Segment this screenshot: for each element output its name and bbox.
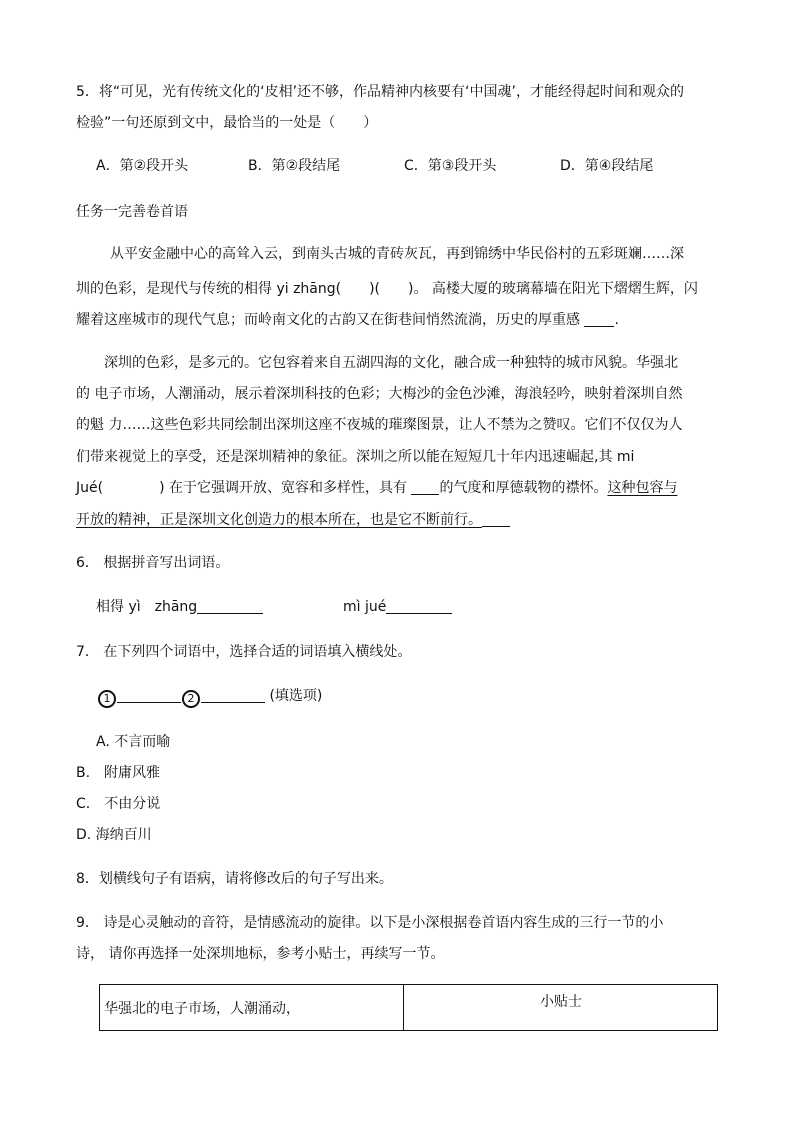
q8-stem: 8．划横线句子有语病，请将修改后的句子写出来。 [76, 871, 393, 887]
q5-option-a-num: ② [133, 158, 147, 174]
passage2-line4: 们带来视觉上的享受，还是深圳精神的象征。深圳之所以能在短短几十年内迅速崛起,其 mi [76, 449, 635, 465]
q7-blanks [97, 686, 322, 708]
q7-option-d[interactable]: D. 海纳百川 [76, 827, 152, 843]
q5-option-c-rest: 段开头 [454, 158, 497, 174]
q7-hint: (填选项) [269, 688, 323, 704]
q6-answer-b[interactable] [386, 599, 452, 614]
passage2-underline-tail [482, 512, 510, 527]
q7-blank-1-marker: 1 [98, 690, 116, 708]
q9-table-tips-header: 小贴士 [540, 994, 582, 1010]
q5-option-c[interactable] [404, 156, 496, 176]
q5-option-d-rest: 段结尾 [611, 158, 654, 174]
passage2-line5-mid: ) 在于它强调开放、宽容和多样性，具有 [159, 480, 407, 496]
passage1-period: . [614, 312, 619, 328]
q9-stem-line2: 诗， 请你再选择一处深圳地标，参考小贴士，再续写一节。 [76, 946, 445, 962]
passage1-line3-text: 耀着这座城市的现代气息；而岭南文化的古韵又在街巷间悄然流淌，历史的厚重感 [76, 312, 580, 328]
q7-stem: 7． 在下列四个词语中，选择合适的词语填入横线处。 [76, 644, 412, 660]
passage1-line3 [76, 310, 619, 330]
q6-stem: 6． 根据拼音写出词语。 [76, 555, 230, 571]
q5-option-a-rest: 段开头 [146, 158, 189, 174]
passage2-line5-pinyin: Jué( [76, 480, 104, 496]
passage2-line3: 的魁 力……这些色彩共同绘制出深圳这座不夜城的璀璨图景，让人不禁为之赞叹。它们不仅仅为人 [76, 417, 683, 433]
q5-option-a-prefix: A．第 [96, 158, 134, 174]
q6-answer-a[interactable] [197, 599, 263, 614]
q6-item-a-label: 相得 yì zhāng [96, 599, 198, 615]
passage2-line5 [76, 478, 677, 498]
q5-option-b-rest: 段结尾 [298, 158, 341, 174]
passage2-line5-tail: 的气度和厚德载物的襟怀。 [439, 480, 608, 496]
q5-option-b-num: ② [285, 158, 299, 174]
q9-table-divider [403, 985, 404, 1030]
q5-option-b[interactable] [248, 156, 340, 176]
q5-option-c-num: ③ [441, 158, 455, 174]
q7-option-a[interactable]: A. 不言而喻 [96, 734, 171, 750]
q6-item-b-label: mì jué [343, 599, 387, 615]
q7-blank-1[interactable] [117, 688, 181, 703]
passage2-blank-2[interactable] [411, 480, 439, 495]
passage2-line6 [76, 510, 510, 530]
q7-option-b[interactable]: B. 附庸风雅 [76, 765, 161, 781]
q5-option-c-prefix: C．第 [404, 158, 442, 174]
q7-option-c[interactable]: C. 不由分说 [76, 796, 161, 812]
passage2-line1: 深圳的色彩，是多元的。它包容着来自五湖四海的文化，融合成一种独特的城市风貌。华强北 [104, 355, 678, 371]
q5-option-d-prefix: D．第 [560, 158, 599, 174]
q5-option-d-num: ④ [598, 158, 612, 174]
q6-item-b [343, 597, 452, 617]
q9-stem-line1: 9． 诗是心灵触动的音符，是情感流动的旋律。以下是小深根据卷首语内容生成的三行一节的小 [76, 915, 664, 931]
q7-blank-2[interactable] [201, 688, 265, 703]
q6-item-a [96, 597, 263, 617]
q5-stem-line1: 5．将“可见，光有传统文化的‘皮相’还不够，作品精神内核要有‘中国魂’，才能经得起时间和观众的 [76, 84, 684, 100]
q5-option-d[interactable] [560, 156, 653, 176]
q9-table [99, 984, 718, 1031]
task-title: 任务一完善卷首语 [76, 204, 188, 220]
passage2-underlined-start: 这种包容与 [607, 480, 678, 496]
passage1-line2: 圳的色彩，是现代与传统的相得 yi zhāng( )( )。 高楼大厦的玻璃幕墙在阳光下熠熠生辉，闪 [76, 281, 698, 297]
passage1-line1: 从平安金融中心的高耸入云，到南头古城的青砖灰瓦，再到锦绣中华民俗村的五彩斑斓……深 [110, 246, 684, 262]
q5-option-b-prefix: B．第 [248, 158, 286, 174]
passage2-line2: 的 电子市场，人潮涌动，展示着深圳科技的色彩；大梅沙的金色沙滩，海浪轻吟，映射着深圳自然 [76, 386, 683, 402]
q5-stem-line2: 检验”一句还原到文中，最恰当的一处是（ ） [76, 115, 378, 131]
q5-option-a[interactable] [96, 156, 188, 176]
q9-table-left-cell[interactable]: 华强北的电子市场，人潮涌动， [104, 1001, 300, 1017]
passage1-blank[interactable] [584, 312, 614, 327]
passage2-underlined-sentence: 开放的精神，正是深圳文化创造力的根本所在，也是它不断前行。 [76, 512, 482, 528]
q7-blank-2-marker: 2 [182, 690, 200, 708]
